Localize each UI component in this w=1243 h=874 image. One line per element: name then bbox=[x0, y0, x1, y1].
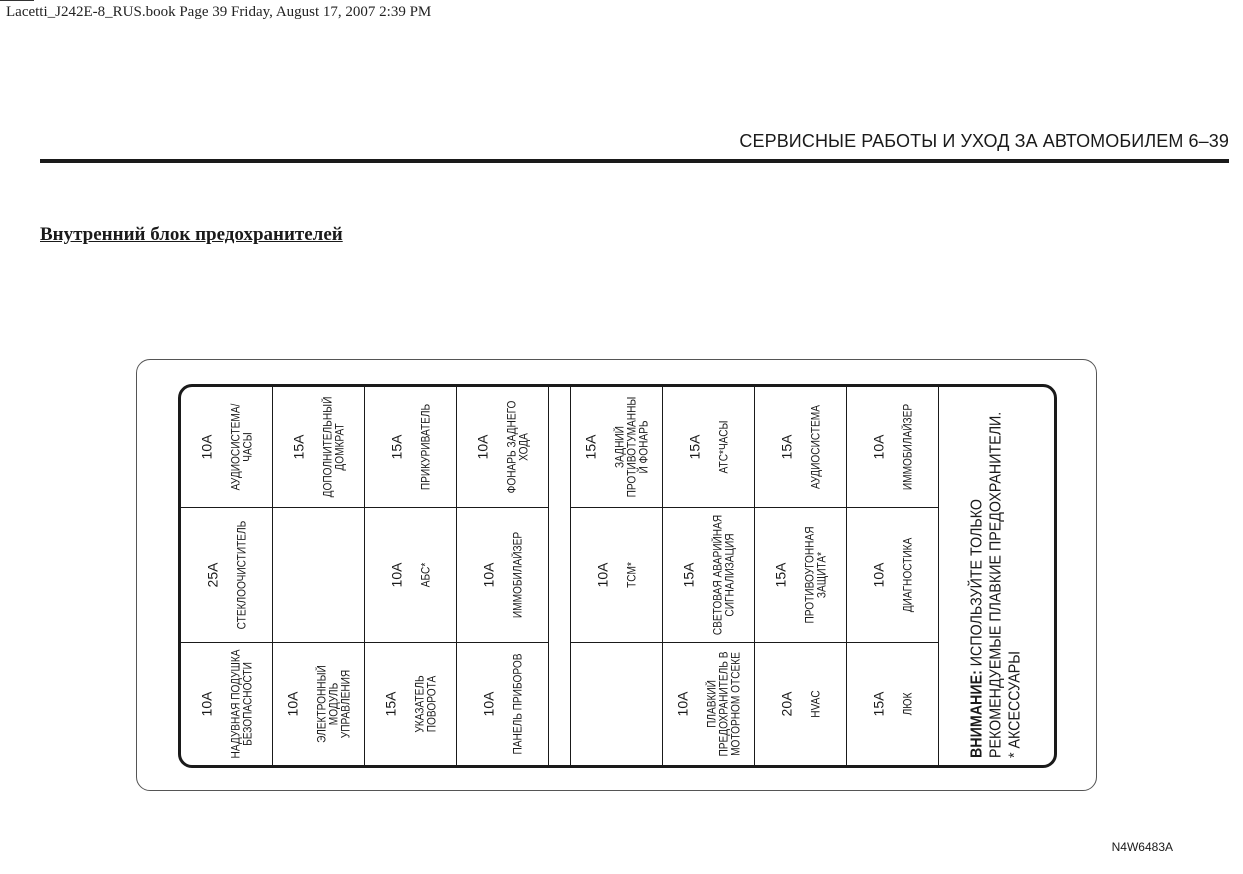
fuse-name: ПРОТИВОУГОННАЯ ЗАЩИТА* bbox=[804, 526, 828, 624]
fuse-column bbox=[663, 387, 755, 765]
fuse-name: АУДИОСИСТЕМА/ ЧАСЫ bbox=[230, 403, 254, 491]
fuse-cell bbox=[847, 387, 938, 508]
fuse-name: ПРИКУРИВАТЕЛЬ bbox=[420, 403, 432, 491]
fuse-amperage: 10A bbox=[388, 562, 404, 588]
fuse-cell bbox=[457, 508, 548, 643]
fuse-amperage: 15A bbox=[772, 562, 788, 588]
fuse-amperage: 10A bbox=[674, 691, 690, 717]
fuse-name: АБС* bbox=[420, 562, 432, 588]
fuse-cell bbox=[755, 387, 846, 508]
fuse-cell bbox=[663, 387, 754, 508]
fuse-column bbox=[847, 387, 939, 765]
fuse-amperage: 10A bbox=[870, 562, 886, 588]
fuse-name: TCM* bbox=[626, 562, 638, 588]
warning-line1: ИСПОЛЬЗУЙТЕ ТОЛЬКО bbox=[968, 499, 986, 671]
fuse-amperage: 10A bbox=[594, 562, 610, 588]
fuse-cell bbox=[365, 387, 456, 508]
fuse-amperage: 20A bbox=[778, 691, 794, 717]
fuse-name: ATC*ЧАСЫ bbox=[718, 420, 730, 474]
fuse-name: ДОПОЛНИТЕЛЬНЫЙ ДОМКРАТ bbox=[322, 396, 346, 498]
fuse-cell bbox=[571, 387, 662, 508]
fuse-name: СТЕКЛООЧИСТИТЕЛЬ bbox=[236, 520, 248, 630]
fuse-name: ЗАДНИЙ ПРОТИВОТУМАННЫ Й ФОНАРЬ bbox=[614, 396, 650, 498]
fuse-name: ДИАГНОСТИКА bbox=[902, 537, 914, 613]
fuse-cell bbox=[571, 508, 662, 643]
fuse-amperage: 10A bbox=[474, 434, 490, 460]
fuse-amperage: 10A bbox=[480, 562, 496, 588]
fuse-column bbox=[457, 387, 549, 765]
fuse-amperage: 15A bbox=[388, 434, 404, 460]
book-header: Lacetti_J242E-8_RUS.book Page 39 Friday, August 17, 2007 2:39 PM bbox=[6, 4, 432, 20]
fuse-name: АУДИОСИСТЕМА bbox=[810, 405, 822, 489]
fuse-name: HVAC bbox=[810, 690, 822, 718]
fuse-amperage: 15A bbox=[582, 434, 598, 460]
fuse-cell bbox=[755, 643, 846, 765]
fuse-amperage: 10A bbox=[198, 434, 214, 460]
fuse-name: ИММОБИЛАЙЗЕР bbox=[512, 531, 524, 619]
warning-area bbox=[938, 387, 1054, 765]
fuse-cell bbox=[663, 643, 754, 765]
fuse-amperage: 10A bbox=[198, 691, 214, 717]
section-header: СЕРВИСНЫЕ РАБОТЫ И УХОД ЗА АВТОМОБИЛЕМ 6–39 bbox=[739, 131, 1229, 151]
fuse-column bbox=[273, 387, 365, 765]
fuse-box-diagram bbox=[178, 384, 1057, 768]
fuse-cell bbox=[181, 643, 272, 765]
header-rule bbox=[40, 159, 1229, 163]
fuse-amperage: 15A bbox=[686, 434, 702, 460]
fuse-amperage: 15A bbox=[778, 434, 794, 460]
figure-code: N4W6483A bbox=[1111, 840, 1173, 854]
book-header-rule bbox=[0, 0, 34, 1]
fuse-cell bbox=[181, 508, 272, 643]
fuse-name: ИММОБИЛАЙЗЕР bbox=[902, 403, 914, 491]
fuse-name: ПЛАВКИЙ ПРЕДОХРАНИТЕЛЬ В МОТОРНОМ ОТСЕКЕ bbox=[706, 651, 742, 757]
fuse-amperage: 25A bbox=[204, 562, 220, 588]
fuse-cell bbox=[847, 643, 938, 765]
warning-label: ВНИМАНИЕ: bbox=[968, 670, 986, 758]
fuse-cell bbox=[755, 508, 846, 643]
fuse-name: ЭЛЕКТРОННЫЙ МОДУЛЬ УПРАВЛЕНИЯ bbox=[316, 665, 352, 743]
warning-line3: * АКСЕССУАРЫ bbox=[1006, 651, 1024, 758]
fuse-amperage: 10A bbox=[284, 691, 300, 717]
fuse-column bbox=[181, 387, 273, 765]
fuse-amperage: 15A bbox=[870, 691, 886, 717]
fuse-name: НАДУВНАЯ ПОДУШКА БЕЗОПАСНОСТИ bbox=[230, 649, 254, 759]
fuse-cell bbox=[847, 508, 938, 643]
fuse-name: ПАНЕЛЬ ПРИБОРОВ bbox=[512, 653, 524, 755]
fuse-cell bbox=[457, 643, 548, 765]
fuse-cell bbox=[365, 643, 456, 765]
fuse-cell bbox=[663, 508, 754, 643]
subsection-title: Внутренний блок предохранителей bbox=[40, 224, 343, 245]
fuse-name: ЛЮК bbox=[902, 692, 914, 716]
fuse-cell bbox=[571, 643, 662, 765]
fuse-cell bbox=[273, 643, 364, 765]
fuse-amperage: 10A bbox=[870, 434, 886, 460]
fuse-cell bbox=[273, 387, 364, 508]
fuse-amperage: 15A bbox=[382, 691, 398, 717]
fuse-cell bbox=[457, 387, 548, 508]
warning-line2: РЕКОМЕНДУЕМЫЕ ПЛАВКИЕ ПРЕДОХРАНИТЕЛИ. bbox=[987, 411, 1005, 758]
fuse-cell bbox=[273, 508, 364, 643]
fuse-name: УКАЗАТЕЛЬ ПОВОРОТА bbox=[414, 675, 438, 733]
fuse-name: СВЕТОВАЯ АВАРИЙНАЯ СИГНАЛИЗАЦИЯ bbox=[712, 514, 736, 636]
fuse-amperage: 15A bbox=[680, 562, 696, 588]
fuse-amperage: 15A bbox=[290, 434, 306, 460]
fuse-column bbox=[755, 387, 847, 765]
fuse-column bbox=[571, 387, 663, 765]
fuse-name: ФОНАРЬ ЗАДНЕГО ХОДА bbox=[506, 400, 530, 494]
fuse-column bbox=[365, 387, 457, 765]
fuse-cell bbox=[181, 387, 272, 508]
spacer-column bbox=[549, 387, 571, 765]
warning-text bbox=[968, 394, 1025, 758]
fuse-amperage: 10A bbox=[480, 691, 496, 717]
fuse-cell bbox=[365, 508, 456, 643]
